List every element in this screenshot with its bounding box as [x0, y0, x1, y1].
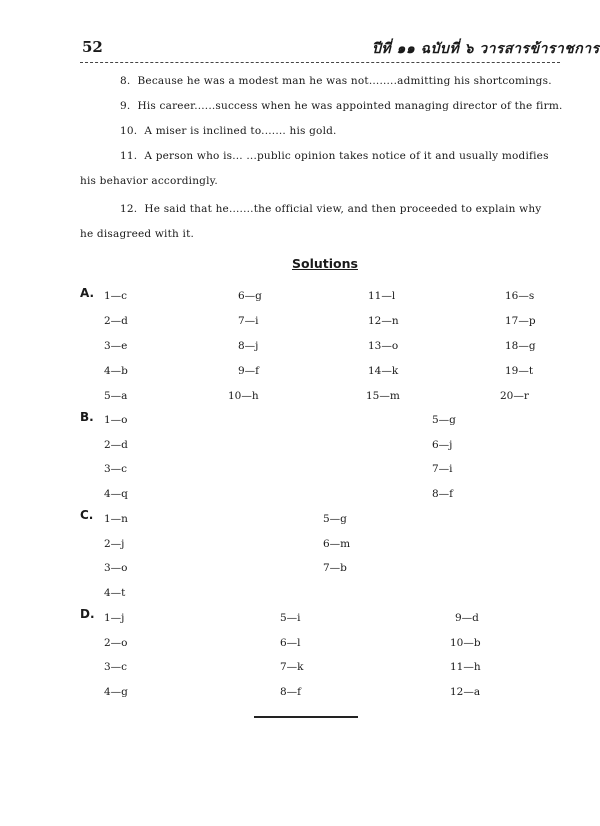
answer: 19—t — [505, 365, 534, 377]
answer: 12—a — [450, 686, 481, 698]
answer: 10—h — [228, 390, 259, 402]
answer: 16—s — [505, 290, 535, 302]
answer: 2—j — [104, 538, 125, 550]
answer: 6—m — [323, 538, 351, 550]
answer: 7—i — [238, 315, 259, 327]
question-number: 11. — [120, 150, 138, 162]
solutions-title: Solutions — [292, 256, 358, 271]
question-11 — [120, 150, 549, 162]
answer: 20—r — [500, 390, 529, 402]
answer: 1—n — [104, 513, 128, 525]
question-number: 10. — [120, 125, 138, 137]
answer: 5—g — [432, 414, 456, 426]
question-9 — [120, 100, 563, 112]
answer: 1—j — [104, 612, 125, 624]
answer: 18—g — [505, 340, 536, 352]
question-number: 9. — [120, 100, 131, 112]
header-divider — [80, 62, 560, 63]
answer: 4—g — [104, 686, 128, 698]
answer: 2—o — [104, 637, 128, 649]
question-text: Because he was a modest man he was not........admitting his shortcomings. — [137, 75, 552, 87]
journal-title: ปีที่ ๑๑ ฉบับที่ ๖ วารสารข้าราชการ — [372, 41, 600, 57]
answer: 8—f — [280, 686, 302, 698]
section-label-c: C. — [80, 508, 94, 522]
answer: 5—g — [323, 513, 347, 525]
answer: 8—f — [432, 488, 454, 500]
question-12 — [120, 203, 541, 215]
answer: 7—b — [323, 562, 347, 574]
answer: 7—k — [280, 661, 304, 673]
question-8 — [120, 75, 552, 87]
answer: 6—l — [280, 637, 301, 649]
answer: 8—j — [238, 340, 259, 352]
answer: 3—o — [104, 562, 128, 574]
answer: 9—f — [238, 365, 260, 377]
answer: 14—k — [368, 365, 399, 377]
answer: 3—e — [104, 340, 128, 352]
question-text: He said that he.......the official view, and then proceeded to explain why — [144, 203, 542, 215]
page-number: 52 — [82, 38, 103, 56]
answer: 4—q — [104, 488, 128, 500]
question-11-continued: his behavior accordingly. — [80, 175, 218, 187]
answer: 17—p — [505, 315, 536, 327]
answer: 11—h — [450, 661, 481, 673]
answer: 2—d — [104, 439, 128, 451]
answer: 5—i — [280, 612, 301, 624]
question-number: 8. — [120, 75, 131, 87]
answer: 11—l — [368, 290, 396, 302]
answer: 9—d — [455, 612, 479, 624]
answer: 3—c — [104, 463, 128, 475]
answer: 1—o — [104, 414, 128, 426]
answer: 15—m — [366, 390, 400, 402]
question-text: His career......success when he was appointed managing director of the firm. — [137, 100, 563, 112]
section-label-d: D. — [80, 607, 95, 621]
question-12-continued: he disagreed with it. — [80, 228, 195, 240]
question-text: A miser is inclined to....... his gold. — [144, 125, 337, 137]
answer: 13—o — [368, 340, 399, 352]
question-10 — [120, 125, 337, 137]
answer: 1—c — [104, 290, 128, 302]
section-label-a: A. — [80, 286, 95, 300]
answer: 3—c — [104, 661, 128, 673]
answer: 6—g — [238, 290, 262, 302]
answer: 12—n — [368, 315, 399, 327]
answer: 4—b — [104, 365, 128, 377]
answer: 10—b — [450, 637, 481, 649]
section-label-b: B. — [80, 410, 94, 424]
question-number: 12. — [120, 203, 138, 215]
answer: 7—i — [432, 463, 453, 475]
answer: 6—j — [432, 439, 453, 451]
answer: 2—d — [104, 315, 128, 327]
answer: 4—t — [104, 587, 126, 599]
end-rule — [254, 716, 358, 718]
question-text: A person who is... ...public opinion takes notice of it and usually modifies — [144, 150, 549, 162]
answer: 5—a — [104, 390, 128, 402]
